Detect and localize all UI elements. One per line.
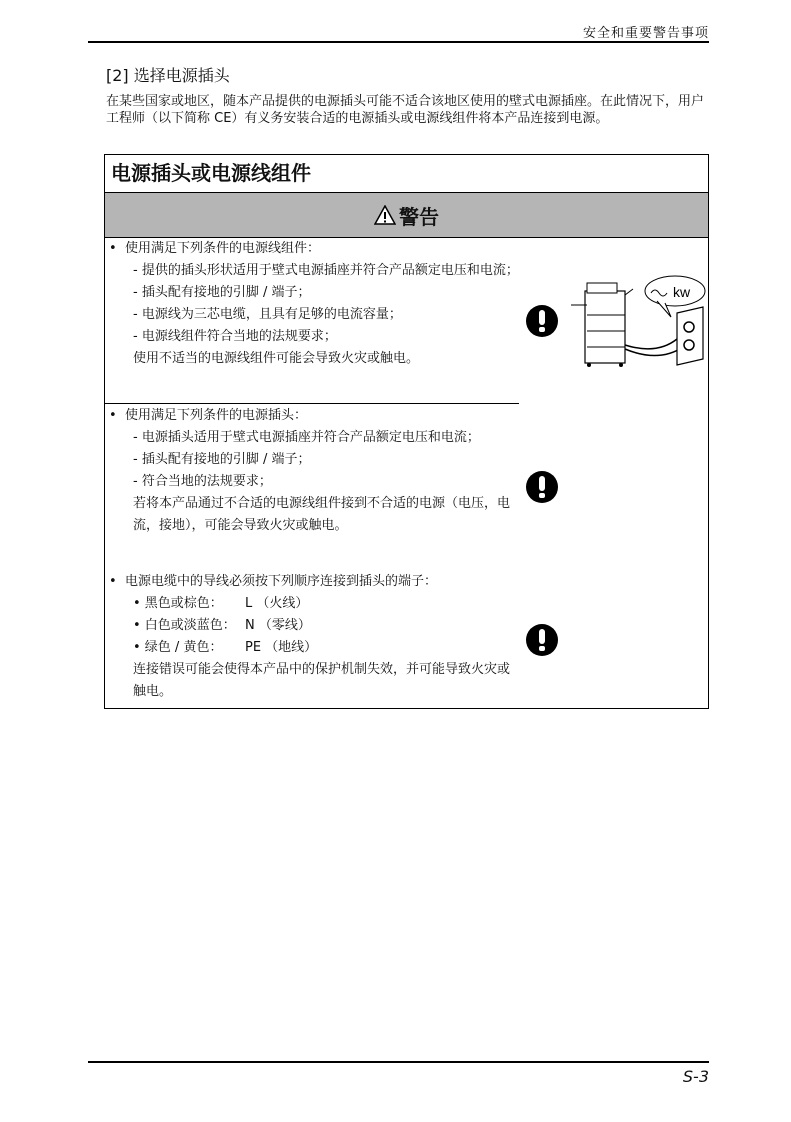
wire-row: • 黑色或棕色： L （火线） <box>133 596 309 611</box>
wire-row: • 白色或淡蓝色： N （零线） <box>133 618 311 633</box>
page-number: S-3 <box>682 1067 709 1086</box>
wire-row: • 绿色 / 黄色： PE （地线） <box>133 640 318 655</box>
item-lead: • 电源电缆中的导线必须按下列顺序连接到插头的端子： <box>105 571 519 593</box>
warning-item-3 <box>105 571 519 703</box>
item-sub: - 电源线组件符合当地的法规要求； <box>133 329 337 344</box>
kw-label: kw <box>673 284 691 300</box>
header-title: 安全和重要警告事项 <box>582 26 709 41</box>
warning-bar <box>105 193 708 238</box>
warning-box <box>104 154 709 709</box>
footer-rule <box>88 1061 709 1063</box>
item-sub: - 插头配有接地的引脚 / 端子； <box>133 452 311 467</box>
warning-item-2 <box>105 405 519 537</box>
warning-item-1 <box>105 238 519 370</box>
item-divider <box>105 403 519 404</box>
mandatory-action-icon <box>526 305 558 337</box>
item-sub: - 提供的插头形状适用于壁式电源插座并符合产品额定电压和电流； <box>133 263 519 278</box>
mandatory-action-icon <box>526 471 558 503</box>
warning-triangle-icon <box>374 205 396 225</box>
copier-plug-illustration <box>567 275 709 375</box>
item-sub: - 电源插头适用于壁式电源插座并符合产品额定电压和电流； <box>133 430 480 445</box>
warning-label: 警告 <box>399 204 439 229</box>
item-lead: • 使用满足下列条件的电源线组件： <box>105 238 519 260</box>
item-sub: - 插头配有接地的引脚 / 端子； <box>133 285 311 300</box>
section-title: [2] 选择电源插头 <box>106 66 230 85</box>
intro-paragraph: 在某些国家或地区，随本产品提供的电源插头可能不适合该地区使用的壁式电源插座。在此情况下，用户工程师（以下简称 CE）有义务安装合适的电源插头或电源线组件将本产品连接到电源。 <box>106 94 705 126</box>
box-title: 电源插头或电源线组件 <box>105 155 708 193</box>
header-rule <box>88 41 709 43</box>
mandatory-action-icon <box>526 624 558 656</box>
item-sub: - 符合当地的法规要求； <box>133 474 272 489</box>
item-lead: • 使用满足下列条件的电源插头： <box>105 405 519 427</box>
item-note: 连接错误可能会使得本产品中的保护机制失效，并可能导致火灾或触电。 <box>133 662 511 699</box>
item-note: 若将本产品通过不合适的电源线组件接到不合适的电源（电压，电流，接地），可能会导致火灾或触电。 <box>133 496 511 533</box>
item-sub: - 电源线为三芯电缆，且具有足够的电流容量； <box>133 307 402 322</box>
item-note: 使用不适当的电源线组件可能会导致火灾或触电。 <box>133 351 420 366</box>
